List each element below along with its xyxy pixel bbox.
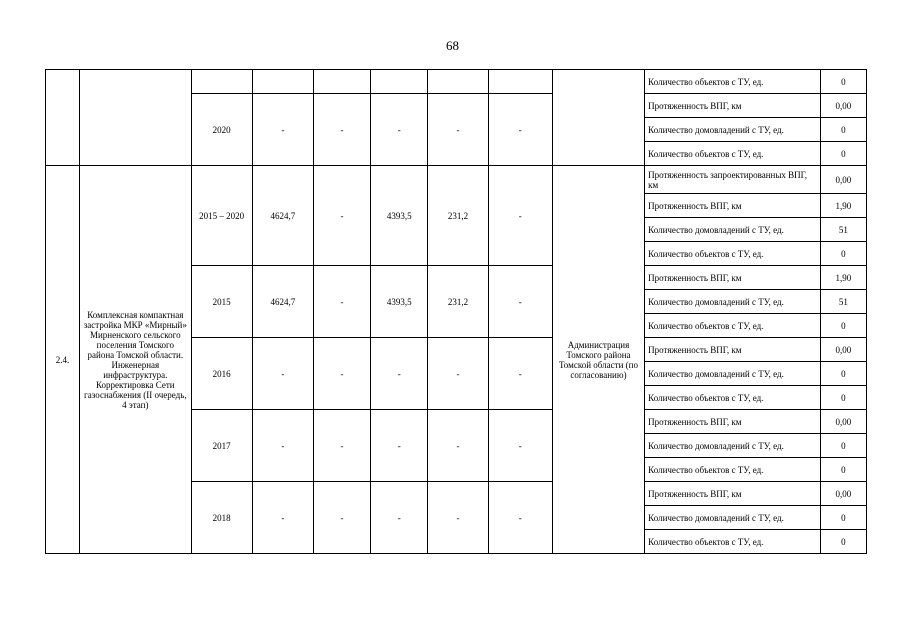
value-cell: - bbox=[371, 338, 428, 410]
indicator-name: Протяженность ВПГ, км bbox=[645, 482, 821, 506]
indicator-value: 51 bbox=[820, 218, 866, 242]
indicator-name: Количество объектов с ТУ, ед. bbox=[645, 242, 821, 266]
year-cell: 2017 bbox=[191, 410, 252, 482]
blank-cell bbox=[371, 70, 428, 94]
indicator-name: Протяженность ВПГ, км bbox=[645, 338, 821, 362]
value-cell: 4624,7 bbox=[252, 266, 313, 338]
value-cell: - bbox=[313, 166, 370, 266]
indicator-name: Количество домовладений с ТУ, ед. bbox=[645, 118, 821, 142]
indicator-name: Протяженность запроектированных ВПГ, км bbox=[645, 166, 821, 194]
indicator-value: 1,90 bbox=[820, 194, 866, 218]
value-cell: - bbox=[488, 482, 552, 554]
indicator-value: 1,90 bbox=[820, 266, 866, 290]
indicator-name: Количество объектов с ТУ, ед. bbox=[645, 458, 821, 482]
indicator-value: 0 bbox=[820, 386, 866, 410]
indicator-value: 0 bbox=[820, 458, 866, 482]
value-cell: - bbox=[488, 166, 552, 266]
blank-cell bbox=[313, 70, 370, 94]
value-cell: - bbox=[252, 94, 313, 166]
year-cell: 2018 bbox=[191, 482, 252, 554]
indicator-name: Количество объектов с ТУ, ед. bbox=[645, 530, 821, 554]
page-number: 68 bbox=[446, 38, 459, 53]
indicator-name: Количество объектов с ТУ, ед. bbox=[645, 314, 821, 338]
program-table bbox=[45, 69, 867, 554]
indicator-value: 0 bbox=[820, 70, 866, 94]
value-cell: - bbox=[428, 94, 488, 166]
value-cell: - bbox=[371, 482, 428, 554]
indicator-value: 51 bbox=[820, 290, 866, 314]
value-cell: - bbox=[488, 94, 552, 166]
value-cell: - bbox=[488, 266, 552, 338]
value-cell: - bbox=[313, 338, 370, 410]
year-cell: 2015 – 2020 bbox=[191, 166, 252, 266]
value-cell: - bbox=[428, 482, 488, 554]
value-cell: - bbox=[371, 410, 428, 482]
indicator-name: Количество домовладений с ТУ, ед. bbox=[645, 290, 821, 314]
blank-cell bbox=[191, 70, 252, 94]
value-cell: - bbox=[313, 410, 370, 482]
indicator-value: 0,00 bbox=[820, 482, 866, 506]
indicator-name: Количество домовладений с ТУ, ед. bbox=[645, 434, 821, 458]
name-cell bbox=[80, 70, 191, 166]
indicator-name: Количество домовладений с ТУ, ед. bbox=[645, 362, 821, 386]
value-cell: 4393,5 bbox=[371, 266, 428, 338]
executor-cell: Администрация Томского района Томской области (по согласованию) bbox=[552, 166, 644, 554]
indicator-value: 0,00 bbox=[820, 94, 866, 118]
indicator-name: Количество объектов с ТУ, ед. bbox=[645, 386, 821, 410]
blank-cell bbox=[252, 70, 313, 94]
indicator-name: Протяженность ВПГ, км bbox=[645, 94, 821, 118]
blank-cell bbox=[488, 70, 552, 94]
indicator-value: 0 bbox=[820, 242, 866, 266]
indicator-value: 0 bbox=[820, 142, 866, 166]
value-cell: 4393,5 bbox=[371, 166, 428, 266]
value-cell: - bbox=[313, 94, 370, 166]
num-cell bbox=[46, 70, 80, 166]
indicator-value: 0 bbox=[820, 530, 866, 554]
value-cell: - bbox=[428, 338, 488, 410]
value-cell: - bbox=[252, 482, 313, 554]
indicator-value: 0 bbox=[820, 314, 866, 338]
indicator-value: 0,00 bbox=[820, 338, 866, 362]
indicator-value: 0 bbox=[820, 506, 866, 530]
value-cell: - bbox=[488, 338, 552, 410]
value-cell: - bbox=[252, 410, 313, 482]
value-cell: 4624,7 bbox=[252, 166, 313, 266]
indicator-name: Количество домовладений с ТУ, ед. bbox=[645, 218, 821, 242]
indicator-name: Протяженность ВПГ, км bbox=[645, 266, 821, 290]
indicator-name: Количество домовладений с ТУ, ед. bbox=[645, 506, 821, 530]
indicator-name: Количество объектов с ТУ, ед. bbox=[645, 70, 821, 94]
indicator-value: 0,00 bbox=[820, 166, 866, 194]
row-number: 2.4. bbox=[46, 166, 80, 554]
row-name: Комплексная компактная застройка МКР «Мирный» Мирненского сельского поселения Томского района Томской области. Инженерная инфраструктура. Корректировка Сети газоснабжения (II очередь, 4 этап) bbox=[80, 166, 191, 554]
year-cell: 2015 bbox=[191, 266, 252, 338]
value-cell: - bbox=[313, 482, 370, 554]
value-cell: - bbox=[428, 410, 488, 482]
indicator-value: 0,00 bbox=[820, 410, 866, 434]
value-cell: - bbox=[488, 410, 552, 482]
indicator-name: Протяженность ВПГ, км bbox=[645, 194, 821, 218]
value-cell: - bbox=[252, 338, 313, 410]
value-cell: 231,2 bbox=[428, 266, 488, 338]
value-cell: - bbox=[371, 94, 428, 166]
table-body bbox=[46, 70, 867, 554]
value-cell: - bbox=[313, 266, 370, 338]
blank-cell bbox=[428, 70, 488, 94]
indicator-value: 0 bbox=[820, 118, 866, 142]
year-cell: 2020 bbox=[191, 94, 252, 166]
value-cell: 231,2 bbox=[428, 166, 488, 266]
indicator-name: Протяженность ВПГ, км bbox=[645, 410, 821, 434]
executor-cell bbox=[552, 70, 644, 166]
year-cell: 2016 bbox=[191, 338, 252, 410]
table-row bbox=[46, 70, 867, 94]
indicator-name: Количество объектов с ТУ, ед. bbox=[645, 142, 821, 166]
indicator-value: 0 bbox=[820, 434, 866, 458]
indicator-value: 0 bbox=[820, 362, 866, 386]
table-row bbox=[46, 166, 867, 194]
